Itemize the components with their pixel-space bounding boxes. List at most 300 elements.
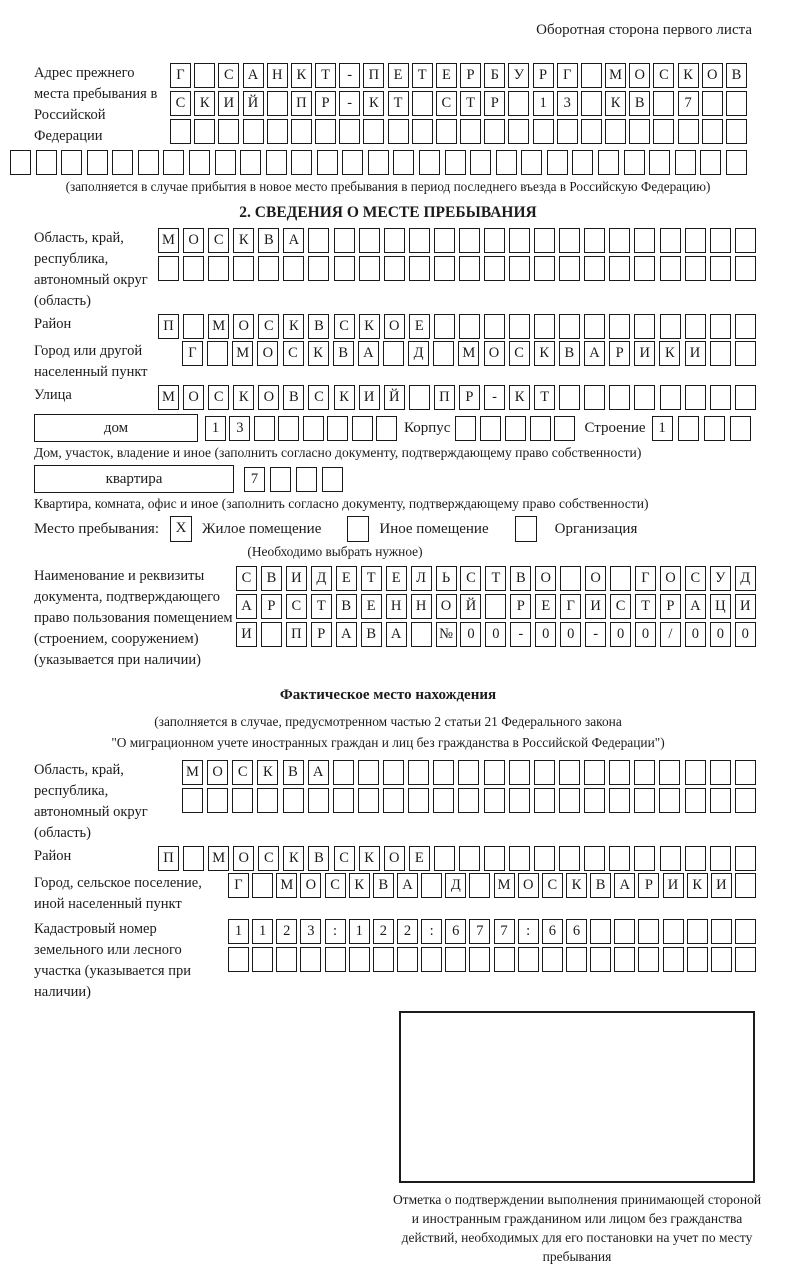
- char-cell: [445, 947, 466, 972]
- cadastral-row-1: [228, 919, 756, 944]
- char-cell: В: [590, 873, 611, 898]
- apartment-type-box: квартира: [34, 465, 234, 493]
- char-cell: [614, 919, 635, 944]
- street-row: [158, 385, 756, 410]
- char-cell: [183, 846, 204, 871]
- char-cell: [542, 947, 563, 972]
- char-cell: [534, 256, 555, 281]
- char-cell: [359, 228, 380, 253]
- stay-type-row: [34, 516, 766, 542]
- char-cell: [584, 760, 605, 785]
- char-cell: [685, 228, 706, 253]
- char-cell: К: [283, 846, 304, 871]
- char-cell: [678, 416, 699, 441]
- char-cell: О: [585, 566, 606, 591]
- char-cell: К: [233, 228, 254, 253]
- district-label: Район: [34, 316, 72, 332]
- char-cell: [663, 947, 684, 972]
- char-cell: Д: [735, 566, 756, 591]
- char-cell: [459, 846, 480, 871]
- char-cell: И: [735, 594, 756, 619]
- char-cell: [711, 919, 732, 944]
- char-cell: О: [183, 228, 204, 253]
- char-cell: [421, 947, 442, 972]
- prev-address-row-1: [170, 63, 747, 88]
- char-cell: П: [363, 63, 384, 88]
- char-cell: О: [233, 846, 254, 871]
- stamp-area: [388, 1011, 766, 1266]
- char-cell: 3: [229, 416, 250, 441]
- char-cell: [702, 91, 723, 116]
- char-cell: С: [218, 63, 239, 88]
- char-cell: 3: [300, 919, 321, 944]
- char-cell: [358, 760, 379, 785]
- option-label-organizaciya: Организация: [554, 520, 638, 537]
- char-cell: [581, 63, 602, 88]
- char-cell: [508, 91, 529, 116]
- char-cell: 3: [557, 91, 578, 116]
- char-cell: [534, 228, 555, 253]
- char-cell: [433, 760, 454, 785]
- char-cell: [685, 846, 706, 871]
- char-cell: [533, 119, 554, 144]
- char-cell: [419, 150, 440, 175]
- char-cell: К: [566, 873, 587, 898]
- char-cell: [572, 150, 593, 175]
- char-cell: Т: [311, 594, 332, 619]
- char-cell: Г: [560, 594, 581, 619]
- char-cell: С: [208, 228, 229, 253]
- stamp-note: Отметка о подтверждении выполнения принимающей стороной и иностранным гражданином или лицом без гражданства действий, необходимых для его постановки на учет по месту пребывания: [392, 1192, 762, 1264]
- char-cell: М: [182, 760, 203, 785]
- char-cell: 6: [566, 919, 587, 944]
- region-label: Область, край, республика, автономный округ (область): [34, 230, 148, 309]
- char-cell: 0: [560, 622, 581, 647]
- char-cell: [638, 947, 659, 972]
- char-cell: [183, 256, 204, 281]
- char-cell: [687, 919, 708, 944]
- city-row: [182, 341, 756, 366]
- char-cell: В: [283, 760, 304, 785]
- char-cell: [609, 385, 630, 410]
- char-cell: В: [629, 91, 650, 116]
- char-cell: О: [702, 63, 723, 88]
- char-cell: [509, 314, 530, 339]
- char-cell: К: [605, 91, 626, 116]
- char-cell: [436, 119, 457, 144]
- char-cell: [342, 150, 363, 175]
- char-cell: [509, 228, 530, 253]
- char-cell: [509, 846, 530, 871]
- char-cell: В: [258, 228, 279, 253]
- char-cell: [710, 385, 731, 410]
- prev-address-note: (заполняется в случае прибытия в новое место пребывания в период последнего въезда в Российскую Федерацию): [65, 179, 711, 194]
- char-cell: [735, 846, 756, 871]
- char-cell: [485, 594, 506, 619]
- char-cell: О: [384, 314, 405, 339]
- char-cell: Р: [484, 91, 505, 116]
- char-cell: [352, 416, 373, 441]
- char-cell: [433, 788, 454, 813]
- char-cell: О: [183, 385, 204, 410]
- char-cell: К: [678, 63, 699, 88]
- char-cell: Й: [460, 594, 481, 619]
- char-cell: 0: [635, 622, 656, 647]
- char-cell: В: [308, 846, 329, 871]
- char-cell: И: [585, 594, 606, 619]
- char-cell: [252, 947, 273, 972]
- char-cell: [484, 314, 505, 339]
- char-cell: [584, 228, 605, 253]
- char-cell: [363, 119, 384, 144]
- char-cell: [409, 228, 430, 253]
- char-cell: [325, 947, 346, 972]
- char-cell: [590, 919, 611, 944]
- char-cell: С: [232, 760, 253, 785]
- char-cell: [459, 314, 480, 339]
- char-cell: 7: [678, 91, 699, 116]
- char-cell: Е: [436, 63, 457, 88]
- char-cell: [566, 947, 587, 972]
- actual-region-field: [10, 760, 766, 844]
- char-cell: Й: [243, 91, 264, 116]
- char-cell: [710, 341, 731, 366]
- char-cell: [496, 150, 517, 175]
- char-cell: Т: [388, 91, 409, 116]
- char-cell: С: [436, 91, 457, 116]
- char-cell: [590, 947, 611, 972]
- char-cell: [634, 228, 655, 253]
- actual-city-field: [10, 873, 766, 915]
- char-cell: 1: [349, 919, 370, 944]
- char-cell: [409, 385, 430, 410]
- document-field: [10, 566, 766, 671]
- char-cell: [376, 416, 397, 441]
- char-cell: [735, 919, 756, 944]
- char-cell: [266, 150, 287, 175]
- char-cell: [445, 150, 466, 175]
- char-cell: [702, 119, 723, 144]
- char-cell: [258, 256, 279, 281]
- char-cell: [726, 91, 747, 116]
- char-cell: [710, 256, 731, 281]
- char-cell: Д: [445, 873, 466, 898]
- char-cell: [257, 788, 278, 813]
- street-label: Улица: [34, 387, 72, 403]
- char-cell: Г: [635, 566, 656, 591]
- char-cell: [308, 788, 329, 813]
- char-cell: [559, 385, 580, 410]
- char-cell: Т: [485, 566, 506, 591]
- char-cell: [534, 788, 555, 813]
- char-cell: -: [339, 63, 360, 88]
- char-cell: Р: [638, 873, 659, 898]
- region-field: [10, 228, 766, 312]
- char-cell: [434, 256, 455, 281]
- char-cell: Г: [170, 63, 191, 88]
- char-cell: Й: [384, 385, 405, 410]
- char-cell: [434, 314, 455, 339]
- char-cell: [359, 256, 380, 281]
- char-cell: В: [373, 873, 394, 898]
- char-cell: Е: [361, 594, 382, 619]
- char-cell: [317, 150, 338, 175]
- char-cell: [373, 947, 394, 972]
- char-cell: [460, 119, 481, 144]
- char-cell: [484, 788, 505, 813]
- char-cell: [484, 256, 505, 281]
- char-cell: С: [325, 873, 346, 898]
- char-cell: [484, 846, 505, 871]
- char-cell: [653, 119, 674, 144]
- actual-region-row-1: [182, 760, 756, 785]
- char-cell: Г: [182, 341, 203, 366]
- char-cell: [228, 947, 249, 972]
- char-cell: Н: [386, 594, 407, 619]
- city-label: Город или другой населенный пункт: [34, 343, 148, 380]
- checkbox-inoe: [347, 516, 369, 542]
- char-cell: [559, 228, 580, 253]
- char-cell: С: [685, 566, 706, 591]
- char-cell: [685, 385, 706, 410]
- char-cell: [291, 150, 312, 175]
- char-cell: С: [509, 341, 530, 366]
- char-cell: :: [325, 919, 346, 944]
- char-cell: [494, 947, 515, 972]
- char-cell: [261, 622, 282, 647]
- prev-address-row-4: [10, 150, 747, 175]
- char-cell: 0: [535, 622, 556, 647]
- char-cell: [283, 788, 304, 813]
- char-cell: [730, 416, 751, 441]
- checkbox-zhiloe: X: [170, 516, 192, 542]
- char-cell: 7: [494, 919, 515, 944]
- char-cell: 0: [485, 622, 506, 647]
- char-cell: Е: [535, 594, 556, 619]
- char-cell: Т: [315, 63, 336, 88]
- char-cell: С: [334, 314, 355, 339]
- char-cell: Т: [361, 566, 382, 591]
- char-cell: [659, 788, 680, 813]
- char-cell: [112, 150, 133, 175]
- char-cell: [609, 846, 630, 871]
- char-cell: А: [236, 594, 257, 619]
- actual-city-label: Город, сельское поселение, иной населенный пункт: [34, 875, 202, 912]
- apartment-number-cells: [244, 467, 343, 492]
- cadastral-field: [10, 919, 766, 1003]
- char-cell: 7: [469, 919, 490, 944]
- char-cell: [609, 314, 630, 339]
- char-cell: [397, 947, 418, 972]
- char-cell: С: [170, 91, 191, 116]
- char-cell: :: [518, 919, 539, 944]
- char-cell: [557, 119, 578, 144]
- char-cell: Г: [228, 873, 249, 898]
- char-cell: [509, 760, 530, 785]
- char-cell: [649, 150, 670, 175]
- char-cell: И: [685, 341, 706, 366]
- char-cell: Ц: [710, 594, 731, 619]
- char-cell: [584, 314, 605, 339]
- char-cell: [455, 416, 476, 441]
- char-cell: [685, 314, 706, 339]
- char-cell: С: [208, 385, 229, 410]
- char-cell: [267, 91, 288, 116]
- char-cell: М: [232, 341, 253, 366]
- char-cell: [735, 760, 756, 785]
- char-cell: [559, 314, 580, 339]
- char-cell: О: [535, 566, 556, 591]
- char-cell: [296, 467, 317, 492]
- prev-address-label: Адрес прежнего места пребывания в Российской Федерации: [34, 65, 158, 144]
- char-cell: [508, 119, 529, 144]
- char-cell: [675, 150, 696, 175]
- char-cell: [334, 256, 355, 281]
- char-cell: К: [359, 846, 380, 871]
- char-cell: [208, 256, 229, 281]
- char-cell: С: [542, 873, 563, 898]
- char-cell: А: [308, 760, 329, 785]
- char-cell: А: [685, 594, 706, 619]
- char-cell: [434, 228, 455, 253]
- house-type-box: дом: [34, 414, 198, 442]
- char-cell: [509, 788, 530, 813]
- char-cell: [560, 566, 581, 591]
- char-cell: [534, 314, 555, 339]
- char-cell: [232, 788, 253, 813]
- char-cell: К: [283, 314, 304, 339]
- char-cell: К: [687, 873, 708, 898]
- stamp-box: [399, 1011, 755, 1183]
- char-cell: [700, 150, 721, 175]
- char-cell: П: [291, 91, 312, 116]
- char-cell: [388, 119, 409, 144]
- char-cell: [634, 314, 655, 339]
- char-cell: [710, 314, 731, 339]
- char-cell: А: [386, 622, 407, 647]
- char-cell: [459, 228, 480, 253]
- char-cell: [710, 228, 731, 253]
- char-cell: [470, 150, 491, 175]
- char-cell: О: [629, 63, 650, 88]
- char-cell: [138, 150, 159, 175]
- char-cell: Е: [388, 63, 409, 88]
- char-cell: -: [510, 622, 531, 647]
- char-cell: [534, 846, 555, 871]
- char-cell: 2: [373, 919, 394, 944]
- char-cell: [530, 416, 551, 441]
- char-cell: М: [276, 873, 297, 898]
- cadastral-label: Кадастровый номер земельного или лесного участка (указывается при наличии): [34, 921, 191, 1000]
- char-cell: [711, 947, 732, 972]
- char-cell: [518, 947, 539, 972]
- house-row: [34, 414, 766, 442]
- char-cell: О: [207, 760, 228, 785]
- char-cell: [421, 873, 442, 898]
- char-cell: [327, 416, 348, 441]
- char-cell: [383, 760, 404, 785]
- char-cell: Е: [336, 566, 357, 591]
- char-cell: [598, 150, 619, 175]
- char-cell: А: [358, 341, 379, 366]
- char-cell: [735, 256, 756, 281]
- char-cell: [333, 760, 354, 785]
- char-cell: С: [258, 314, 279, 339]
- char-cell: [458, 760, 479, 785]
- region-row-2: [158, 256, 756, 281]
- char-cell: [609, 760, 630, 785]
- char-cell: [660, 256, 681, 281]
- char-cell: [605, 119, 626, 144]
- char-cell: Р: [459, 385, 480, 410]
- char-cell: [283, 256, 304, 281]
- char-cell: И: [663, 873, 684, 898]
- actual-city-row: [228, 873, 756, 898]
- char-cell: К: [291, 63, 312, 88]
- char-cell: [368, 150, 389, 175]
- char-cell: О: [436, 594, 457, 619]
- char-cell: У: [508, 63, 529, 88]
- char-cell: [559, 846, 580, 871]
- char-cell: 2: [276, 919, 297, 944]
- actual-location-title: Фактическое место нахождения: [279, 687, 497, 703]
- char-cell: С: [460, 566, 481, 591]
- char-cell: К: [233, 385, 254, 410]
- char-cell: Р: [261, 594, 282, 619]
- char-cell: 7: [244, 467, 265, 492]
- char-cell: [559, 760, 580, 785]
- char-cell: [726, 150, 747, 175]
- char-cell: [339, 119, 360, 144]
- char-cell: Р: [533, 63, 554, 88]
- char-cell: К: [359, 314, 380, 339]
- document-row-1: [236, 566, 756, 591]
- char-cell: С: [610, 594, 631, 619]
- char-cell: В: [261, 566, 282, 591]
- char-cell: В: [336, 594, 357, 619]
- char-cell: [252, 873, 273, 898]
- char-cell: [710, 788, 731, 813]
- char-cell: С: [286, 594, 307, 619]
- char-cell: [484, 760, 505, 785]
- actual-district-label: Район: [34, 848, 72, 864]
- char-cell: [584, 256, 605, 281]
- char-cell: /: [660, 622, 681, 647]
- char-cell: [581, 91, 602, 116]
- char-cell: С: [236, 566, 257, 591]
- char-cell: [322, 467, 343, 492]
- char-cell: [659, 760, 680, 785]
- char-cell: [735, 341, 756, 366]
- char-cell: П: [158, 846, 179, 871]
- char-cell: [243, 119, 264, 144]
- char-cell: А: [584, 341, 605, 366]
- char-cell: О: [384, 846, 405, 871]
- prev-address-row-3: [170, 119, 747, 144]
- char-cell: [183, 314, 204, 339]
- char-cell: [735, 314, 756, 339]
- char-cell: [87, 150, 108, 175]
- char-cell: [584, 846, 605, 871]
- char-cell: [194, 63, 215, 88]
- char-cell: [434, 846, 455, 871]
- char-cell: [735, 228, 756, 253]
- char-cell: П: [158, 314, 179, 339]
- prev-address-field: [10, 63, 766, 147]
- char-cell: [634, 256, 655, 281]
- char-cell: Т: [412, 63, 433, 88]
- house-number-cells: [205, 416, 397, 441]
